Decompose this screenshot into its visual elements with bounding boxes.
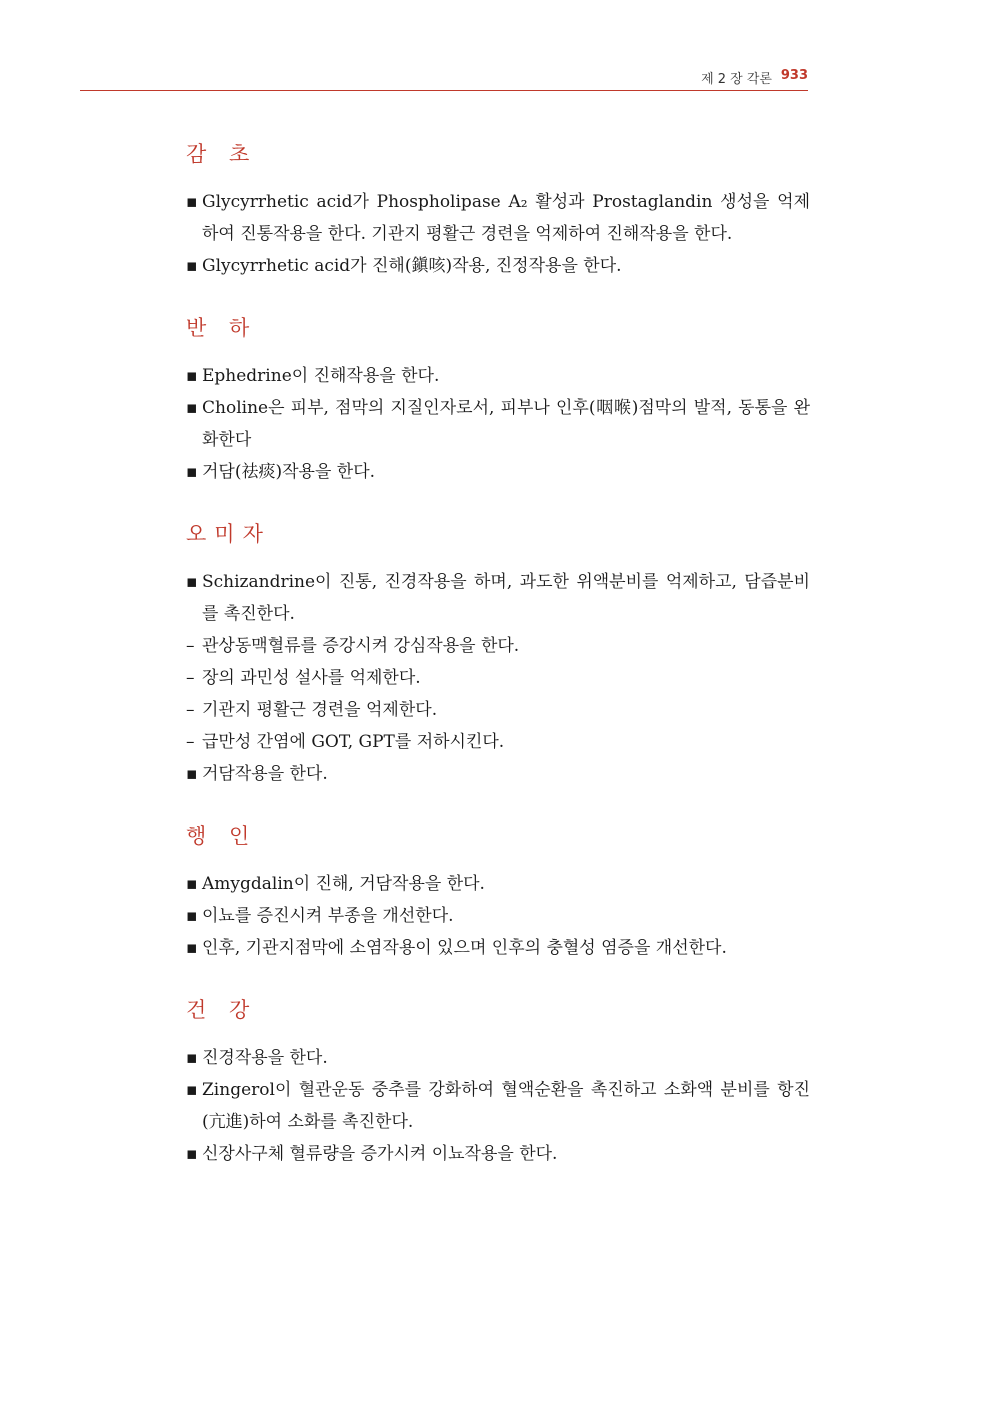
list-item xyxy=(186,868,810,900)
dash-marker: – xyxy=(186,668,195,688)
dash-marker: – xyxy=(186,700,195,720)
list-item xyxy=(186,186,810,250)
bullet-marker: ▪ xyxy=(186,192,198,212)
item-text: Zingerol이 혈관운동 중추를 강화하여 혈액순환을 촉진하고 소화액 분비를 항진(亢進)하여 소화를 촉진한다. xyxy=(202,1080,810,1132)
bullet-marker: ▪ xyxy=(186,366,198,386)
list-item xyxy=(186,250,810,282)
bullet-marker: ▪ xyxy=(186,572,198,592)
item-text: 관상동맥혈류를 증강시켜 강심작용을 한다. xyxy=(202,636,520,656)
herb-section xyxy=(186,994,810,1170)
list-item xyxy=(186,726,810,758)
dash-marker: – xyxy=(186,732,195,752)
item-text: Choline은 피부, 점막의 지질인자로서, 피부나 인후(咽喉)점막의 발적, 동통을 완화한다 xyxy=(202,398,810,450)
bullet-marker: ▪ xyxy=(186,1048,198,1068)
item-text: 신장사구체 혈류량을 증가시켜 이뇨작용을 한다. xyxy=(202,1144,558,1164)
herb-section xyxy=(186,518,810,790)
bullet-marker: ▪ xyxy=(186,398,198,418)
herb-section xyxy=(186,312,810,488)
list-item xyxy=(186,932,810,964)
dash-marker: – xyxy=(186,636,195,656)
bullet-marker: ▪ xyxy=(186,256,198,276)
section-title: 행 인 xyxy=(186,824,258,848)
bullet-marker: ▪ xyxy=(186,764,198,784)
bullet-marker: ▪ xyxy=(186,938,198,958)
item-text: 급만성 간염에 GOT, GPT를 저하시킨다. xyxy=(202,732,505,752)
bullet-marker: ▪ xyxy=(186,906,198,926)
bullet-marker: ▪ xyxy=(186,1144,198,1164)
item-text: 거담작용을 한다. xyxy=(202,764,328,784)
page-header xyxy=(80,62,808,91)
item-text: 인후, 기관지점막에 소염작용이 있으며 인후의 충혈성 염증을 개선한다. xyxy=(202,938,727,958)
list-item xyxy=(186,662,810,694)
item-text: Schizandrine이 진통, 진경작용을 하며, 과도한 위액분비를 억제하고, 담즙분비를 촉진한다. xyxy=(202,572,810,624)
item-text: Ephedrine이 진해작용을 한다. xyxy=(202,366,440,386)
item-text: 진경작용을 한다. xyxy=(202,1048,328,1068)
list-item xyxy=(186,1042,810,1074)
item-text: Amygdalin이 진해, 거담작용을 한다. xyxy=(202,874,485,894)
bullet-marker: ▪ xyxy=(186,874,198,894)
item-text: 이뇨를 증진시켜 부종을 개선한다. xyxy=(202,906,454,926)
list-item xyxy=(186,1138,810,1170)
chapter-label: 제 2 장 각론 xyxy=(701,72,772,87)
list-item xyxy=(186,630,810,662)
item-text: 장의 과민성 설사를 억제한다. xyxy=(202,668,421,688)
section-title: 오미자 xyxy=(186,522,271,546)
list-item xyxy=(186,456,810,488)
list-item xyxy=(186,566,810,630)
item-text: Glycyrrhetic acid가 진해(鎭咳)작용, 진정작용을 한다. xyxy=(202,256,622,276)
section-title: 건 강 xyxy=(186,998,258,1022)
item-text: 기관지 평활근 경련을 억제한다. xyxy=(202,700,438,720)
list-item xyxy=(186,1074,810,1138)
page-number: 933 xyxy=(780,68,808,83)
list-item xyxy=(186,694,810,726)
section-title: 감 초 xyxy=(186,142,258,166)
list-item xyxy=(186,900,810,932)
item-text: Glycyrrhetic acid가 Phospholipase A₂ 활성과 Prostaglandin 생성을 억제하여 진통작용을 한다. 기관지 평활근 경련을 억제하여 진해작용을 한다. xyxy=(202,192,810,244)
document-body xyxy=(186,138,810,1200)
section-title: 반 하 xyxy=(186,316,258,340)
bullet-marker: ▪ xyxy=(186,1080,198,1100)
item-text: 거담(祛痰)작용을 한다. xyxy=(202,462,376,482)
bullet-marker: ▪ xyxy=(186,462,198,482)
list-item xyxy=(186,392,810,456)
list-item xyxy=(186,360,810,392)
herb-section xyxy=(186,138,810,282)
herb-section xyxy=(186,820,810,964)
list-item xyxy=(186,758,810,790)
